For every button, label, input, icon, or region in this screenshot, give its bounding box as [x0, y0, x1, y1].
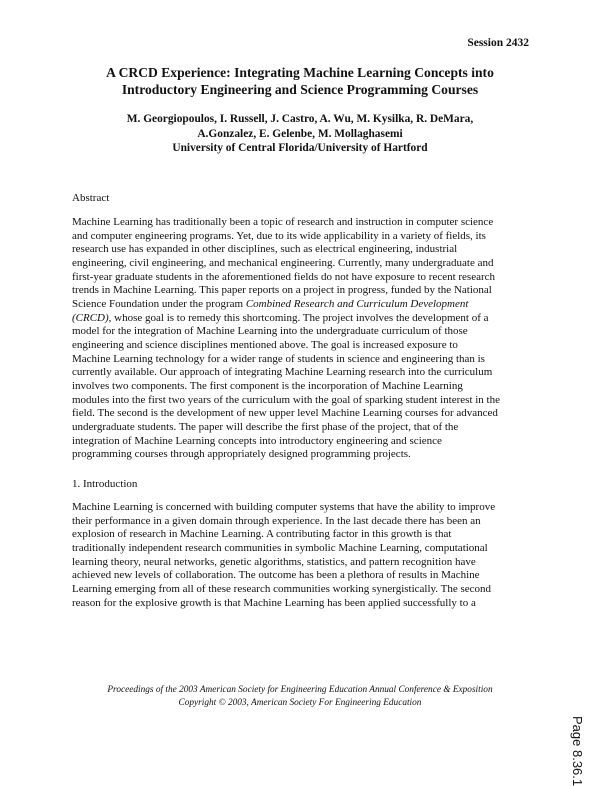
intro-line: reason for the explosive growth is that Machine Learning has been applied successfully to a: [72, 596, 476, 609]
page-number-label: Page 8.36.1: [570, 716, 585, 786]
abstract-line: trends in Machine Learning. This paper reports on a project in progress, funded by the National: [72, 284, 492, 297]
intro-line: Machine Learning is concerned with building computer systems that have the ability to improve: [72, 501, 496, 513]
abstract-line: involves two components. The first component is the incorporation of Machine Learning: [72, 379, 463, 392]
introduction-heading: 1. Introduction: [72, 478, 138, 490]
abstract-line: engineering, civil engineering, and mechanical engineering. Currently, many undergraduate and: [72, 256, 494, 269]
abstract-line: model for the integration of Machine Learning into the undergraduate curriculum of those: [72, 325, 468, 338]
intro-line: Learning emerging from all of these research communities working synergistically. The second: [72, 582, 491, 595]
intro-line: traditionally independent research communities in symbolic Machine Learning, computational: [72, 541, 488, 554]
authors-line-1: M. Georgiopoulos, I. Russell, J. Castro, A. Wu, M. Kysilka, R. DeMara,: [126, 113, 474, 125]
paper-title: [0, 64, 600, 98]
abstract-line: programming courses through appropriately designed programming projects.: [72, 448, 411, 461]
abstract-line-text: , whose goal is to remedy this shortcoming. The project involves the development of a: [108, 311, 489, 324]
intro-line: achieved new levels of collaboration. The outcome has been a plethora of results in Machine: [72, 569, 480, 582]
intro-line: their performance in a given domain through experience. In the last decade there has been an: [72, 514, 481, 527]
introduction-paragraph: [72, 501, 532, 610]
footer-line-2: Copyright © 2003, American Society For Engineering Education: [178, 698, 422, 708]
abstract-line: first-year graduate students in the aforementioned fields do not have exposure to recent research: [72, 270, 496, 283]
proceedings-footer: [0, 684, 600, 710]
abstract-line: field. The second is the development of new upper level Machine Learning courses for advanced: [72, 407, 498, 420]
program-acronym: (CRCD): [72, 311, 109, 324]
abstract-heading: Abstract: [72, 192, 110, 204]
abstract-line: engineering and science disciplines mentioned above. The goal is increased exposure to: [72, 338, 458, 351]
intro-line: explosion of research in Machine Learning. A contributing factor in this growth is that: [72, 528, 452, 541]
abstract-line: Machine Learning technology for a wider range of students in science and engineering than is: [72, 352, 485, 365]
abstract-line-text: Science Foundation under the program: [72, 297, 246, 310]
abstract-line: [72, 312, 532, 326]
author-block: [0, 112, 600, 156]
intro-line: learning theory, neural networks, genetic algorithms, statistics, and pattern recognition have: [72, 555, 476, 568]
footer-line-1: Proceedings of the 2003 American Society for Engineering Education Annual Conference & Exposition: [107, 685, 493, 695]
title-line-2: Introductory Engineering and Science Programming Courses: [121, 82, 479, 97]
session-number: Session 2432: [467, 37, 529, 49]
abstract-line: modules into the first two years of the curriculum with the goal of sparking student interest in the: [72, 393, 500, 406]
abstract-line: research use has expanded in other disciplines, such as electrical engineering, industrial: [72, 243, 458, 256]
affiliation: University of Central Florida/University of Hartford: [172, 142, 428, 154]
abstract-line: [72, 298, 532, 312]
program-name: Combined Research and Curriculum Development: [245, 297, 469, 310]
authors-line-2: A.Gonzalez, E. Gelenbe, M. Mollaghasemi: [197, 127, 403, 140]
abstract-line: and computer engineering programs. Yet, due to its wide applicability in a variety of fields, its: [72, 229, 486, 242]
abstract-line: currently available. Our approach of integrating Machine Learning research into the curriculum: [72, 366, 493, 379]
title-line-1: A CRCD Experience: Integrating Machine Learning Concepts into: [106, 65, 494, 80]
abstract-line: Machine Learning has traditionally been a topic of research and instruction in computer science: [72, 216, 494, 228]
abstract-line: undergraduate students. The paper will describe the first phase of the project, that of the: [72, 420, 459, 433]
abstract-line: integration of Machine Learning concepts into introductory engineering and science: [72, 434, 442, 447]
abstract-paragraph: [72, 216, 532, 462]
